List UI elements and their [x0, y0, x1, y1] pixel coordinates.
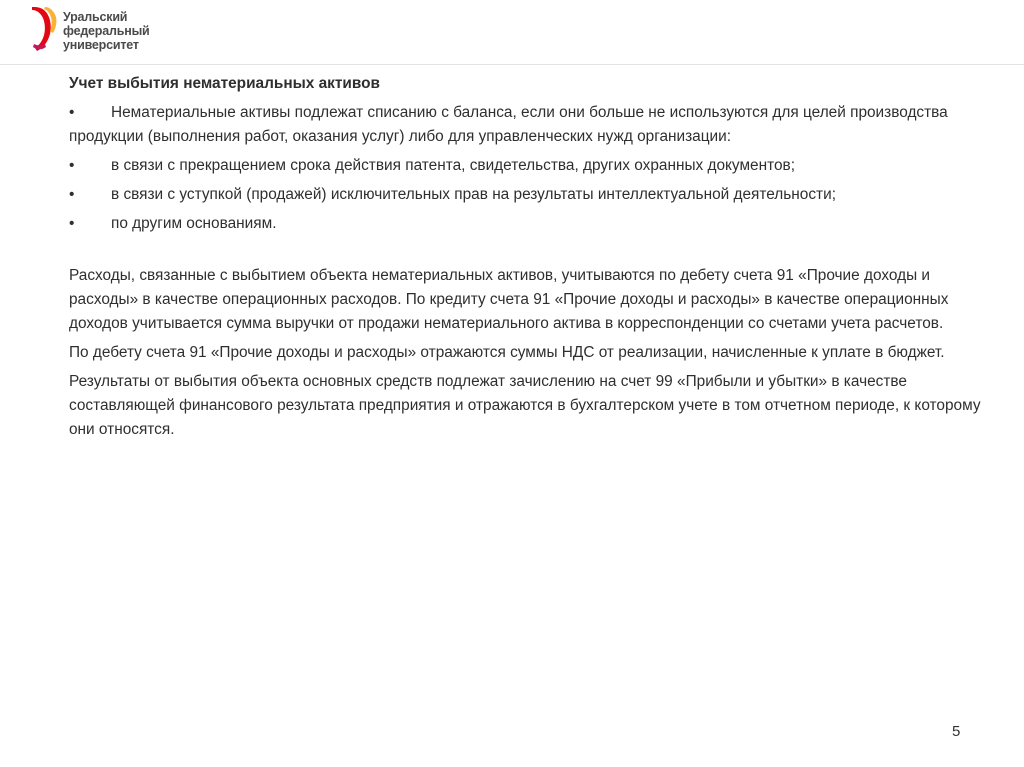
bullet-item: • в связи с уступкой (продажей) исключительных прав на результаты интеллектуальной деятельности; [69, 183, 999, 207]
university-logo [30, 4, 230, 54]
header-divider [0, 64, 1024, 65]
urfu-logo-mark-icon [30, 4, 60, 52]
logo-line-2: федеральный [63, 24, 150, 38]
bullet-text: Нематериальные активы подлежат списанию с баланса, если они больше не используются для целей производства продукции (выполнения работ, оказания услуг) либо для управленческих нужд организации: [69, 104, 948, 145]
paragraph: Результаты от выбытия объекта основных средств подлежат зачислению на счет 99 «Прибыли и убытки» в качестве составляющей финансового результата предприятия и отражаются в бухгалтерском учете в том отчетном периоде, к которому они относятся. [69, 373, 981, 438]
bullet-text: в связи с прекращением срока действия патента, свидетельства, других охранных документов; [111, 157, 795, 174]
slide-heading: Учет выбытия нематериальных активов [69, 75, 380, 92]
logo-line-1: Уральский [63, 10, 128, 24]
spacer [69, 241, 999, 264]
paragraph: Расходы, связанные с выбытием объекта нематериальных активов, учитываются по дебету счета 91 «Прочие доходы и расходы» в качестве операционных расходов. По кредиту счета 91 «Прочие доходы и расходы» в качестве операционных доходов учитывается сумма выручки от продажи нематериального актива в корреспонденции со счетами учета расчетов. [69, 267, 949, 332]
bullet-text: по другим основаниям. [111, 215, 277, 232]
logo-text [63, 10, 150, 52]
bullet-item: • в связи с прекращением срока действия патента, свидетельства, других охранных документов; [69, 154, 999, 178]
slide-content [69, 72, 999, 447]
bullet-text: в связи с уступкой (продажей) исключительных прав на результаты интеллектуальной деятельности; [111, 186, 836, 203]
bullet-item: • по другим основаниям. [69, 212, 999, 236]
page-number: 5 [952, 723, 961, 740]
paragraph: По дебету счета 91 «Прочие доходы и расходы» отражаются суммы НДС от реализации, начисленные к уплате в бюджет. [69, 344, 945, 361]
bullet-item: • Нематериальные активы подлежат списанию с баланса, если они больше не используются для целей производства продукции (выполнения работ, оказания услуг) либо для управленческих нужд организации: [69, 101, 999, 149]
logo-line-3: университет [63, 38, 139, 52]
